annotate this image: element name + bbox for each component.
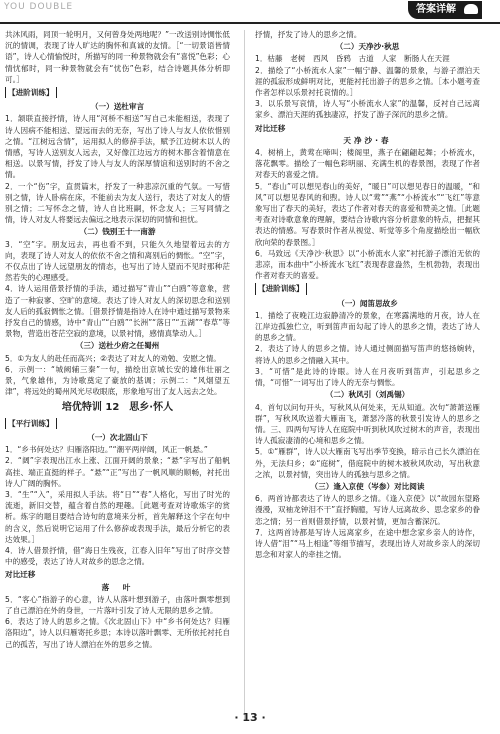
brand-watermark: YOU DOUBLE: [4, 2, 74, 12]
exercise-title: （二）钱别王十一南游: [79, 227, 156, 237]
exercise-title: （二）秋风引（刘禹锡）: [325, 390, 410, 400]
ship-icon: [464, 4, 478, 14]
left-column: [5, 29, 230, 650]
right-column: [255, 29, 480, 560]
answer-paragraph: 5．“客心”指游子的心意，诗人从落叶想到游子，由落叶飘零想到了自己漂泊在外的身世，一片落叶引发了诗人无限的思乡之情。: [5, 594, 230, 615]
answer-paragraph: 3．以乐景写哀情，诗人写“小桥流水人家”的温馨，反衬自己远离家乡、漂泊天涯的孤独凄凉，抒发了游子深沉的思乡之情。: [255, 99, 480, 120]
answer-paragraph: 6．马致远《天净沙·秋思》以“小桥流水人家”衬托游子漂泊无依的悲凉，而本曲中“小桥流水飞红”表现春意盎然，生机勃勃，表现出作者对春天的喜爱。: [255, 248, 480, 281]
unit-title: 培优特训 12 思乡·怀人: [61, 401, 174, 413]
answer-paragraph: 6．示例一：“城阙辅三秦”一句，描绘出京城长安的雄伟壮丽之景，气象雄伟，为诗歌奠定了豪放的基调；示例二：“风烟望五津”，将远处的蜀州风光尽收眼底，形象地写出了友人远去之处。: [5, 364, 230, 397]
exercise-title: （一）次北固山下: [87, 432, 148, 442]
section-heading: 【平行训练】: [5, 418, 57, 429]
answer-paragraph: 6．两首诗都表达了诗人的思乡之情。《逢入京使》以“故园东望路漫漫，双袖龙钟泪不干”直抒胸臆，写诗人远离故乡、思念家乡的眷恋之情；另一首则借景抒情，以景衬情，更加含蓄深沉。: [255, 494, 480, 526]
answer-paragraph: 3．“生”“入”，采用拟人手法。将“日”“春”人格化，写出了时光的流逝，新旧交替，蕴含着自然的理趣。［此题考查对诗歌炼字的赏析。炼字的题目要结合诗句的意境来分析，首先解释这个字在句中的含义，然后说明它运用了什么修辞或表现手法，最后分析它的表达效果。］: [5, 489, 230, 544]
answer-paragraph: 1．枯藤 老树 西风 昏鸦 古道 人家 断肠人在天涯: [255, 54, 450, 64]
answer-paragraph: 抒情，抒发了诗人的思乡之情。: [255, 30, 362, 39]
answer-paragraph: 4．树梢上，黄莺在啼叫；楼阁里，燕子在翩翩起舞；小桥流水，落花飘零。描绘了一幅色彩明丽、充满生机的春景图，表现了作者对春天的喜爱之情。: [255, 148, 480, 180]
exercise-title: （一）闻笛思故乡: [337, 298, 398, 308]
answer-paragraph: 3．“可惜”是此诗的诗眼。诗人在月夜听到笛声，引起思乡之情，“可惜”一词写出了诗人的无奈与惆怅。: [255, 366, 480, 388]
exercise-title: （三）逢入京使（岑参）对比阅读: [310, 481, 425, 491]
answer-paragraph: 2．一个“伤”字，直贯篇末，抒发了一种悲凉沉重的气氛。一写惜别之情，诗人卧病在床，不能前去为友人送行，表达了对友人的惜别之情；二写怀念之情，诗人自比班嗣，怀念友人；三写同情之情，诗人对友人将要远去偏远之地表示深切的同情和担忧。: [5, 181, 230, 225]
poem-title: 落 叶: [101, 582, 134, 592]
answer-paragraph: 2．表达了诗人的思乡之情。诗人通过侧面描写笛声的悠扬婉转，将诗人的思乡之情融入其中。: [255, 344, 480, 365]
answer-key-label: 答案详解: [416, 4, 456, 15]
answer-paragraph: 1．描绘了夜晚江边寂静清冷的景象，在寒露满地的月夜，诗人在江岸边孤独伫立，听到笛声而勾起了诗人的思乡之情，表达了诗人的思乡之情。: [255, 310, 480, 343]
poem-title: 天净沙·春: [343, 135, 392, 145]
section-heading-row: [5, 416, 230, 431]
answer-paragraph: 2．“阔”字表现出江水上涨、江面开阔的景象；“悬”字写出了船帆高挂、端正直挺的样子。“悬”“正”写出了一帆风顺的顺畅，衬托出诗人广阔的胸怀。: [5, 456, 230, 488]
exercise-title: （一）送杜审言: [90, 102, 145, 112]
exercise-title: （三）送杜少府之任蜀州: [75, 341, 160, 351]
page-header: [0, 0, 500, 24]
answer-paragraph: 1．“乡书何处达？归雁洛阳边。”“潮平两岸阔，风正一帆悬。”: [5, 445, 208, 455]
answer-paragraph: 4．诗人借景抒情，借“海日生残夜，江春入旧年”写出了时序交替中的感受，表达了诗人对故乡的思念之情。: [5, 545, 230, 567]
section-heading-row: [5, 85, 230, 100]
answer-paragraph: 5．“春山”可以想见春山的美好，“暖日”可以想见春日的温暖，“和风”可以想见春风的和煦。诗人以“莺”“燕”“小桥流水”“飞红”等意象写出了春天的美好，表达了作者对春天的喜爱和赞美之情。［此题考查对诗歌意象的理解，要结合诗歌内容分析意象的特点，把握其表达的情感。写春景时作者从视觉、听觉等多个角度描绘出一幅欣欣向荣的春景图。］: [255, 181, 480, 247]
section-heading: 【进阶训练】: [255, 283, 307, 294]
subheading: 对比迁移: [255, 123, 286, 133]
answer-paragraph: 6．表达了诗人的思乡之情。《次北固山下》中“乡书何处达？归雁洛阳边”，诗人以归雁寄托乡思；本诗以落叶飘零、无所依托衬托自己的孤苦，写出了诗人漂泊在外的思乡之情。: [5, 617, 230, 649]
answer-paragraph: 2．描绘了“小桥流水人家”一幅宁静、温馨的景象，与游子漂泊天涯的孤寂形成鲜明对比，更能衬托出游子的思乡之情。［本小题考查作者怎样以乐景衬托哀情的。］: [255, 65, 480, 98]
answer-paragraph: 4．诗人运用借景抒情的手法，通过描写“青山”“白鸥”等意象，营造了一种寂寥、空旷的意境。表达了诗人对友人的深切思念和送别友人后的孤寂惆怅之情。［借景抒情是指诗人在诗中通过描写景物来抒发自己的情感，诗中“青山”“白鸥”“长洲”“落日”“五湖”“春草”等景物，营造出苍茫空寂的意境，以景衬情，感情真挚动人。］: [5, 284, 230, 339]
answer-key-tag: [408, 1, 482, 19]
section-heading-row: [255, 281, 480, 296]
answer-paragraph: 共沐风雨，同顶一轮明月，又何曾身处两地呢？”一改送别诗惆怅低沉的情调，表现了诗人旷达的胸怀和真诚的友情。［“一切景语皆情语”，诗人心情愉悦时，所描写的同一种景物就会有“喜悦”色彩；心情忧郁时，同一种景物就会有“忧伤”色彩，结合诗题具体分析即可。］: [5, 30, 230, 84]
answer-paragraph: 3．“空”字。朋友远去，再也看不到，只能久久地望着远去的方向，表现了诗人对友人的依依不舍之情和离别后的惆怅。“空”字，不仅点出了诗人远望朋友的情态，也写出了诗人望而不见时那种茫然若失的心理感受。: [5, 239, 230, 283]
answer-paragraph: 7．这两首诗都是写诗人远离家乡，在途中想念家乡亲人的诗作，诗人借“泪”“马上相逢”等细节描写，表现出诗人对故乡亲人的深切思念和对家人的牵挂之情。: [255, 527, 480, 560]
answer-paragraph: 4．首句以问句开头，写秋风从何处来，无从知道。次句“萧萧送雁群”，写秋风吹送着大雁南飞，萧瑟冷落的秋景引发诗人的思乡之情。三、四两句写诗人在庭院中听到秋风吹过树木的声音，表现出诗人孤寂凄清的心境和思乡之情。: [255, 402, 480, 446]
column-divider: [244, 30, 245, 720]
header-rule: [0, 22, 500, 24]
subheading: 对比迁移: [5, 570, 36, 580]
answer-paragraph: 1．颔联直接抒情，诗人用“河桥不相送”写自己未能相送，表现了诗人因病不能相送、望远而去的无奈，写出了诗人与友人依依惜别之情。“江树远含情”，运用拟人的修辞手法，赋予江边树木以人的情感，写诗人送别友人远去，又好像江边远方的树木都含着情意在相送。以景写情，抒发了诗人与友人的深厚情谊和送别时的不舍之情。: [5, 114, 230, 180]
answer-paragraph: 5．①“雁群”，诗人以大雁南飞写出季节变换，暗示自己长久漂泊在外，无法归乡；②“庭树”，借庭院中的树木被秋风吹动，写出秋意之浓，以景衬情，突出诗人的孤独与思乡之情。: [255, 447, 480, 479]
exercise-title: （二）天净沙·秋思: [335, 42, 400, 52]
section-heading: 【进阶训练】: [5, 87, 57, 98]
page-number: · 13 ·: [234, 711, 266, 724]
answer-paragraph: 5．①为友人的赴任而高兴；②表达了对友人的劝勉、安慰之情。: [5, 353, 221, 363]
